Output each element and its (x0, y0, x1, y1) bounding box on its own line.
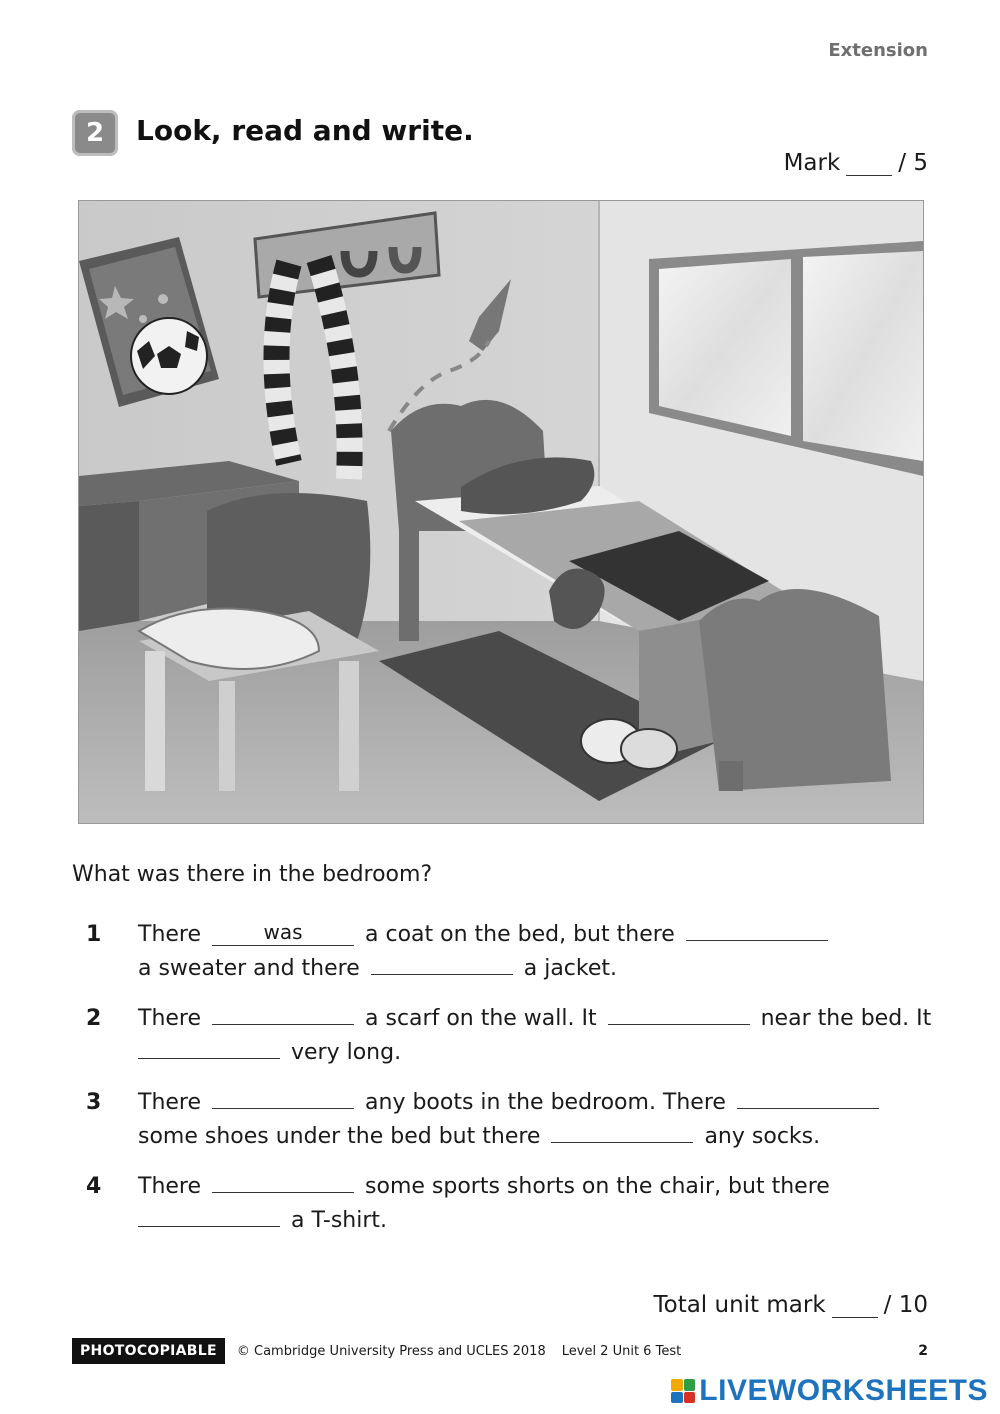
answer-blank[interactable] (212, 1002, 354, 1025)
exercise-items (72, 918, 932, 1254)
total-label: Total unit mark (653, 1292, 826, 1318)
list-item (72, 1086, 932, 1154)
item-text: a scarf on the wall. It (365, 1006, 597, 1031)
total-out-of: / 10 (883, 1292, 928, 1318)
item-number: 4 (86, 1174, 102, 1199)
mark-label: Mark (783, 150, 841, 176)
answer-blank[interactable] (551, 1120, 693, 1143)
item-text: a sweater and there (138, 956, 360, 981)
photocopiable-badge: PHOTOCOPIABLE (72, 1338, 225, 1364)
item-text: a T-shirt. (291, 1208, 388, 1233)
liveworksheets-watermark[interactable] (671, 1374, 988, 1408)
answer-blank[interactable] (138, 1036, 280, 1059)
answer-blank[interactable] (212, 1170, 354, 1193)
item-text: There (138, 1090, 202, 1115)
answer-blank[interactable] (608, 1002, 750, 1025)
mark-total: / 5 (898, 150, 928, 176)
total-blank[interactable] (832, 1297, 878, 1318)
item-text: There (138, 922, 202, 947)
item-text: some sports shorts on the chair, but there (365, 1174, 830, 1199)
list-item (72, 918, 932, 986)
page-number: 2 (918, 1343, 928, 1359)
mark-blank[interactable] (846, 155, 892, 176)
answer-blank[interactable] (138, 1204, 280, 1227)
answer-blank[interactable] (686, 918, 828, 941)
item-text: There (138, 1174, 202, 1199)
mark-field (784, 150, 928, 176)
item-text: some shoes under the bed but there (138, 1124, 541, 1149)
item-text: There (138, 1006, 202, 1031)
answer-blank[interactable] (737, 1086, 879, 1109)
page-footer (72, 1336, 928, 1366)
item-number: 1 (86, 922, 102, 947)
item-text: a coat on the bed, but there (365, 922, 675, 947)
liveworksheets-logo-icon (671, 1379, 695, 1403)
copyright-text: © Cambridge University Press and UCLES 2018 (236, 1343, 546, 1359)
bedroom-illustration (78, 200, 924, 824)
question-prompt: What was there in the bedroom? (72, 862, 433, 887)
item-number: 3 (86, 1090, 102, 1115)
exercise-title: Look, read and write. (136, 114, 474, 147)
total-unit-mark (653, 1292, 928, 1318)
answer-blank[interactable] (371, 952, 513, 975)
list-item (72, 1170, 932, 1238)
item-text: any boots in the bedroom. There (365, 1090, 726, 1115)
item-text: a jacket. (523, 956, 618, 981)
exercise-number-badge: 2 (72, 110, 118, 156)
item-text: any socks. (704, 1124, 821, 1149)
item-text: near the bed. It (760, 1006, 932, 1031)
item-number: 2 (86, 1006, 102, 1031)
list-item (72, 1002, 932, 1070)
answer-blank[interactable] (212, 920, 354, 946)
item-text: very long. (291, 1040, 402, 1065)
liveworksheets-text: LIVEWORKSHEETS (699, 1374, 988, 1407)
test-level: Level 2 Unit 6 Test (561, 1343, 682, 1359)
section-label: Extension (828, 40, 928, 61)
answer-blank[interactable] (212, 1086, 354, 1109)
example-answer: was (263, 920, 303, 944)
